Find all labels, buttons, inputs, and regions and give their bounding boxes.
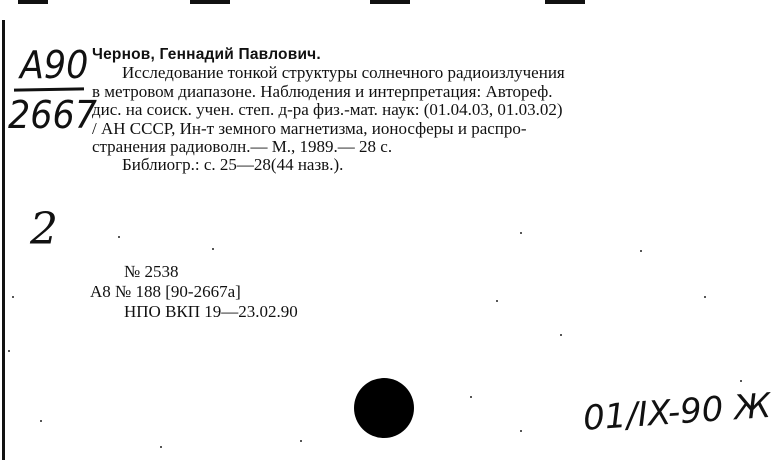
shelf-mark-line1: А90 [20, 43, 89, 87]
a8-number: А8 № 188 [90-2667а] [90, 282, 241, 301]
description-line: в метровом диапазоне. Наблюдения и интерпретация: Автореф. [92, 81, 553, 101]
punch-hole [354, 378, 414, 438]
description-line: / АН СССР, Ин-т земного магнетизма, ионосферы и распро- [92, 118, 527, 138]
handwritten-date: 01/IX-90 Ж [581, 385, 772, 439]
description-line: Исследование тонкой структуры солнечного радиоизлучения [122, 63, 565, 83]
shelf-mark-underline [14, 87, 84, 91]
registration-block [90, 262, 298, 322]
registration-number: № 2538 [124, 262, 179, 281]
description-line: странения радиоволн.— М., 1989.— 28 с. [92, 137, 393, 157]
author-heading: Чернов, Геннадий Павлович. [92, 46, 321, 63]
bibliography-note: Библиогр.: с. 25—28(44 назв.). [122, 155, 344, 175]
shelf-mark-line2: 2667 [8, 93, 97, 137]
vkp-stamp: НПО ВКП 19—23.02.90 [124, 302, 298, 321]
bibliographic-entry [92, 46, 712, 175]
top-edge-marks [0, 0, 750, 6]
description-line: дис. на соиск. учен. степ. д-ра физ.-мат. наук: (01.04.03, 01.03.02) [92, 100, 563, 120]
card-left-border [2, 20, 5, 460]
copy-mark: 2 [30, 204, 58, 255]
